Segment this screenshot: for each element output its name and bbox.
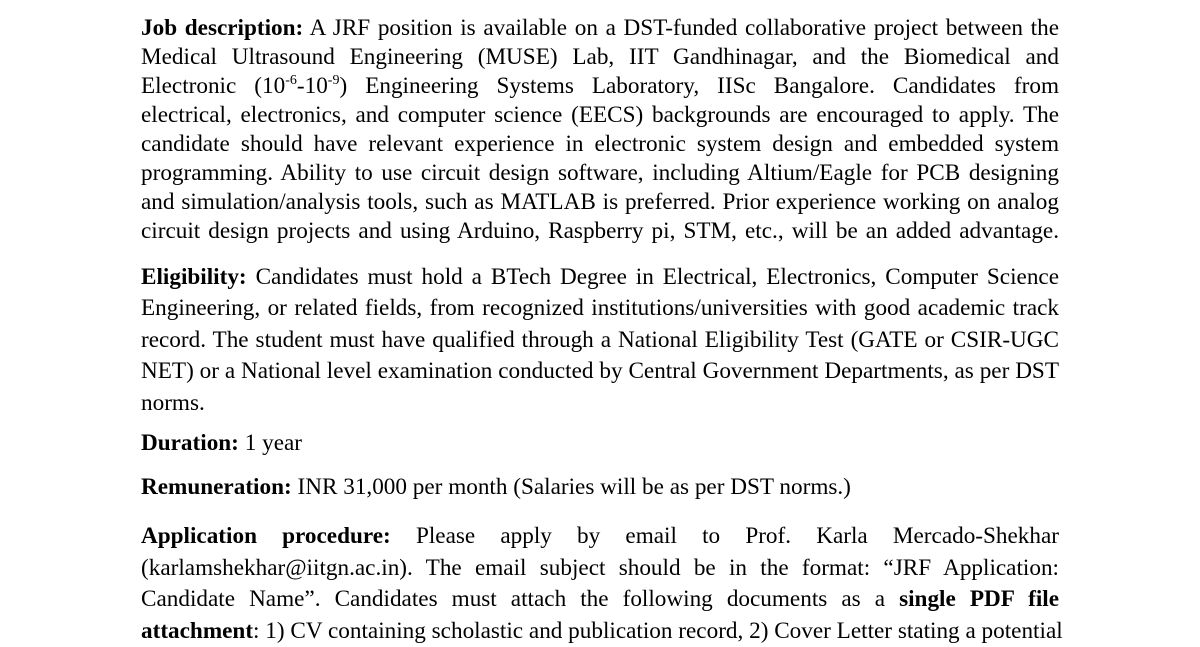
job-description-section: Job description: A JRF position is available on a DST-funded collaborative project between the Medical Ultrasound Engineering (MUSE) Lab, IIT Gandhinagar, and the Biomedical and Electronic $(10^{-6}-10^{-9})$ Engineering Systems Laboratory, IISc Bangalore. Candidates from electrical, electronics, and computer science (EECS) backgrounds are encouraged to apply. The candidate should have relevant experience in electronic system design and embedded system programming. Ability to use circuit design software, including Altium/Eagle for PCB designing and simulation/analysis tools, such as MATLAB is preferred. Prior experience working on analog circuit design projects and using Arduino, Raspberry pi, STM, etc., will be an added advantage. [141,15,1060,244]
duration-section [141,428,1059,459]
duration-heading: Duration: [141,430,239,456]
eligibility-heading: Eligibility: [141,264,247,290]
remuneration-section [141,472,1059,503]
remuneration-heading: Remuneration: [141,474,292,500]
remuneration-value: INR 31,000 per month (Salaries will be as per DST norms.) [297,474,851,500]
job-description-heading: Job description: [141,15,304,41]
duration-value: 1 year [244,430,302,456]
eligibility-section: Eligibility: Candidates must hold a BTech Degree in Electrical, Electronics, Computer Science Engineering, or related fields, from recognized institutions/universities with good academic track record. The student must have qualified through a National Eligibility Test (GATE or CSIR-UGC NET) or a National level examination conducted by Central Government Departments, as per DST norms. [141,264,1060,416]
application-procedure-section: Application procedure: Please apply by email to Prof. Karla Mercado-Shekhar (karlamshekhar@iitgn.ac.in). The email subject should be in the format: “JRF Application: Candidate Name”. Candidates must attach the following documents as a single PDF file attachment: 1) CV containing scholastic and publication record, 2) Cover Letter stating a potential [141,523,1063,644]
application-procedure-heading: Application procedure: [141,523,391,549]
